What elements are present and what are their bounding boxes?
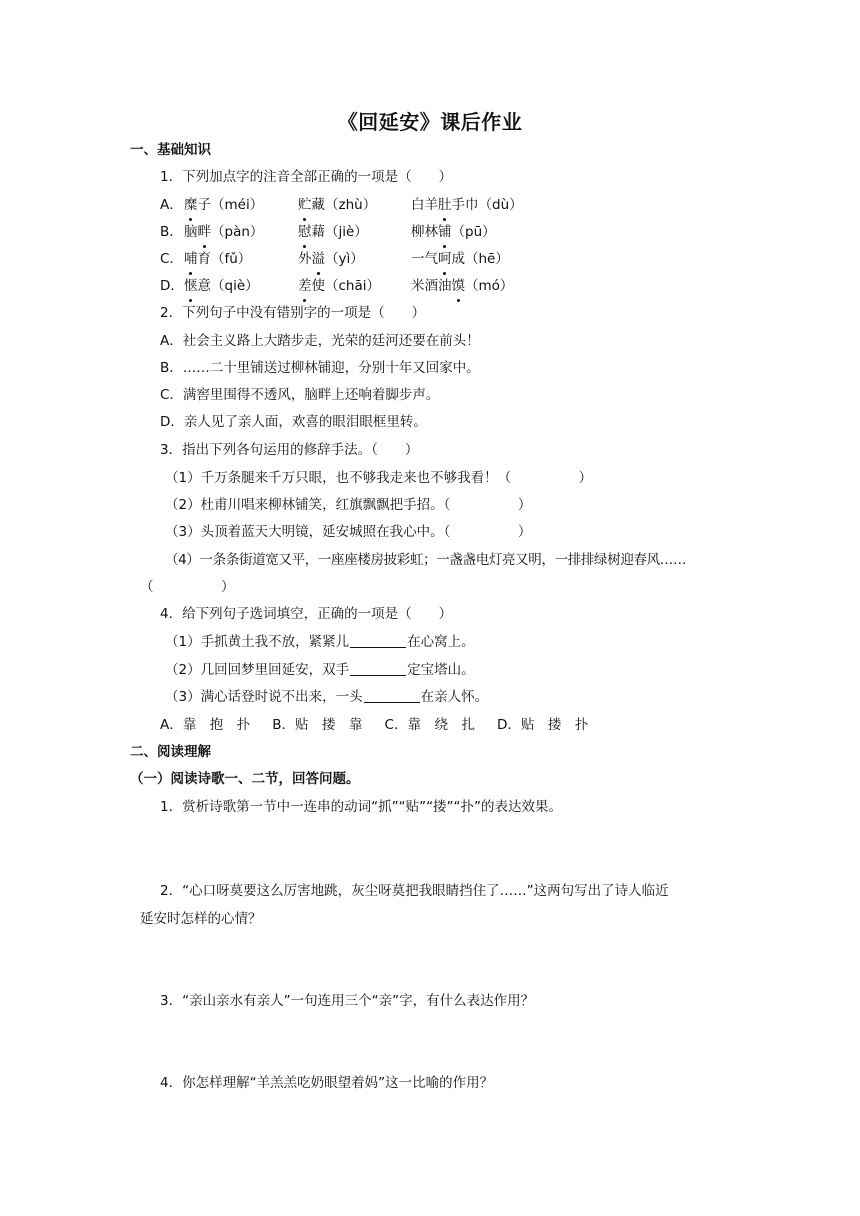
dotted-character: 糜 xyxy=(184,197,198,213)
question-2-option-d: D．亲人见了亲人面，欢喜的眼泪眼框里转。 xyxy=(160,414,427,430)
question-4-choices xyxy=(160,715,610,735)
dotted-character: 慰 xyxy=(298,224,312,240)
choice-d: D．贴 搂 扑 xyxy=(496,717,589,733)
page-title: 《回延安》课后作业 xyxy=(337,110,523,134)
question-1-stem: 1．下列加点字的注音全部正确的一项是（ ） xyxy=(160,169,453,185)
dotted-character: 呵 xyxy=(438,251,452,267)
reading-question-1: 1．赏析诗歌第一节中一连串的动词“抓”“贴”“搂”“扑”的表达效果。 xyxy=(160,799,563,815)
word-suffix-pinyin: 藏（zhù） xyxy=(311,197,377,213)
question-3-sentence-3: （3）头顶着蓝天大明镜，延安城照在我心中。（ ） xyxy=(165,524,532,540)
question-3-stem: 3．指出下列各句运用的修辞手法。（ ） xyxy=(160,442,419,458)
word-prefix: 外 xyxy=(298,251,312,267)
dotted-character: 馍 xyxy=(451,278,465,294)
word-suffix-pinyin: 子（méi） xyxy=(197,197,264,213)
sentence-text: （1）手抓黄土我不放，紧紧儿 xyxy=(165,634,350,650)
choice-a: A．靠 抱 扑 xyxy=(160,717,251,733)
question-3-sentence-4: （4）一条条街道宽又平，一座座楼房披彩虹；一盏盏电灯亮又明，一排排绿树迎春风…… xyxy=(165,552,687,568)
dotted-character: 贮 xyxy=(298,197,312,213)
dotted-character: 差 xyxy=(298,278,312,294)
option-word xyxy=(184,249,251,269)
word-suffix-pinyin: （pū） xyxy=(451,224,496,240)
dotted-character: 惬 xyxy=(184,278,198,294)
reading-question-2-cont: 延安时怎样的心情？ xyxy=(140,911,262,927)
word-suffix-pinyin: （pàn） xyxy=(211,224,264,240)
option-word xyxy=(298,276,380,296)
sentence-text: 在心窝上。 xyxy=(407,634,475,650)
section-heading-basic: 一、基础知识 xyxy=(130,142,211,158)
word-suffix-pinyin: （mó） xyxy=(465,278,514,294)
question-2-option-a: A．社会主义路上大踏步走，光荣的廷河还要在前头！ xyxy=(160,333,480,349)
reading-question-4: 4．你怎样理解“羊羔羔吃奶眼望着妈”这一比喻的作用？ xyxy=(160,1075,494,1091)
option-word xyxy=(411,222,496,242)
word-suffix-pinyin: 意（qiè） xyxy=(197,278,259,294)
reading-question-3: 3．“亲山亲水有亲人”一句连用三个“亲”字，有什么表达作用？ xyxy=(160,993,535,1009)
sentence-text: 在亲人怀。 xyxy=(420,689,489,705)
option-word xyxy=(184,195,263,215)
option-word xyxy=(184,276,259,296)
word-suffix-pinyin: 藉（jiè） xyxy=(311,224,368,240)
question-3-sentence-2: （2）杜甫川唱来柳林铺笑，红旗飘飘把手招。（ ） xyxy=(165,497,532,513)
option-letter: B． xyxy=(160,224,183,240)
question-2-option-b: B．……二十里铺送过柳林铺迎，分别十年又回家中。 xyxy=(160,360,480,376)
option-letter: D． xyxy=(160,278,184,294)
dotted-character: 哺 xyxy=(184,251,198,267)
question-4-sentence-1 xyxy=(165,632,475,652)
option-letter: C． xyxy=(160,251,183,267)
word-suffix-pinyin: 育（fǔ） xyxy=(197,251,252,267)
word-suffix-pinyin: （yì） xyxy=(325,251,364,267)
word-prefix: 白羊 xyxy=(411,197,438,213)
option-letter: A． xyxy=(160,197,183,213)
question-4-stem: 4．给下列句子选词填空，正确的一项是（ ） xyxy=(160,606,453,622)
word-prefix: 脑 xyxy=(184,224,198,240)
sentence-text: （2）几回回梦里回延安，双手 xyxy=(165,662,350,678)
dotted-character: 肚 xyxy=(438,197,452,213)
reading-subheading: （一）阅读诗歌一、二节，回答问题。 xyxy=(130,771,360,787)
option-word xyxy=(411,195,523,215)
choice-b: B．贴 搂 靠 xyxy=(272,717,363,733)
fill-blank[interactable] xyxy=(364,688,420,703)
option-word xyxy=(184,222,263,242)
word-suffix-pinyin: 成（hē） xyxy=(451,251,509,267)
option-word xyxy=(411,249,509,269)
question-3-sentence-4-blank: （ ） xyxy=(140,579,235,595)
sentence-text: 定宝塔山。 xyxy=(407,662,475,678)
question-2-option-c: C．满窖里围得不透风，脑畔上还响着脚步声。 xyxy=(160,387,440,403)
option-word xyxy=(298,222,368,242)
dotted-character: 畔 xyxy=(197,224,211,240)
option-word xyxy=(298,195,376,215)
question-3-sentence-1: （1）千万条腿来千万只眼，也不够我走来也不够我看！（ ） xyxy=(165,470,593,486)
sentence-text: （3）满心话登时说不出来，一头 xyxy=(165,689,363,705)
reading-question-2: 2．“心口呀莫要这么厉害地跳，灰尘呀莫把我眼睛挡住了……”这两句写出了诗人临近 xyxy=(160,883,669,899)
question-4-sentence-2 xyxy=(165,660,475,680)
dotted-character: 溢 xyxy=(311,251,325,267)
word-suffix-pinyin: 手巾（dù） xyxy=(451,197,523,213)
word-suffix-pinyin: 使（chāi） xyxy=(311,278,381,294)
question-4-sentence-3 xyxy=(165,687,488,707)
option-word xyxy=(298,249,364,269)
section-heading-reading: 二、阅读理解 xyxy=(130,744,211,760)
question-2-stem: 2．下列句子中没有错别字的一项是（ ） xyxy=(160,305,426,321)
choice-c: C．靠 绕 扎 xyxy=(384,717,475,733)
option-word xyxy=(411,276,513,296)
dotted-character: 铺 xyxy=(438,224,452,240)
word-prefix: 米酒油 xyxy=(411,278,452,294)
word-prefix: 一气 xyxy=(411,251,438,267)
word-prefix: 柳林 xyxy=(411,224,438,240)
fill-blank[interactable] xyxy=(350,633,406,648)
fill-blank[interactable] xyxy=(350,661,406,676)
